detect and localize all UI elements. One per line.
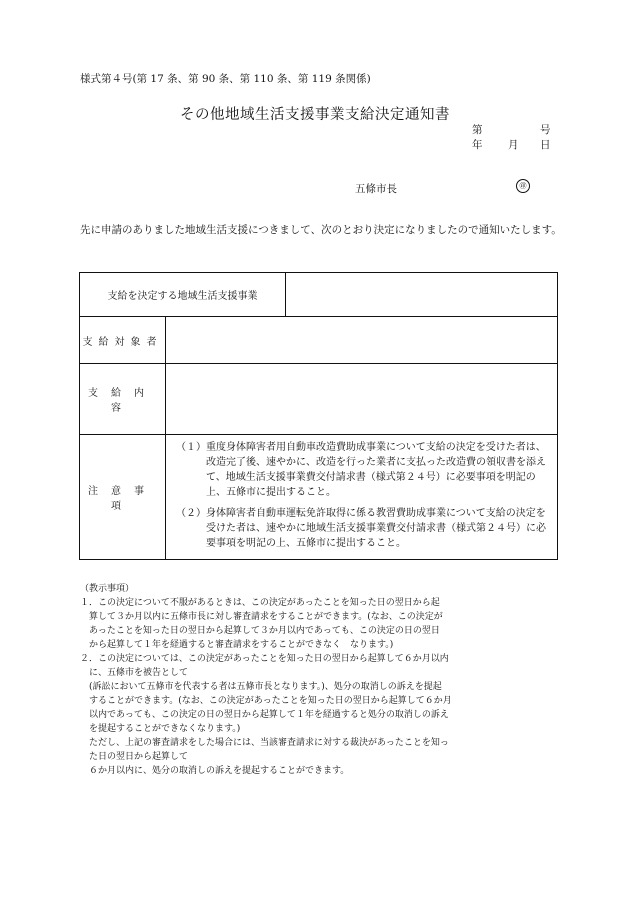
- date-day: 日: [540, 139, 551, 151]
- project-value: [286, 273, 558, 317]
- note-number: （１）: [176, 442, 206, 453]
- content-value: [166, 364, 558, 435]
- instruction-line: することができます。(なお、この決定があったことを知った日の翌日から起算して６か月: [80, 696, 452, 706]
- instruction-line: ６か月以内に、処分の取消しの訴えを提起することができます。: [80, 766, 350, 776]
- issuer-name: 五條市長: [355, 183, 397, 195]
- note-item: [176, 506, 549, 551]
- content-label: 支給内容: [80, 364, 166, 435]
- instruction-line: から起算して１年を経過すると審査請求をすることができなく なります。): [80, 640, 394, 650]
- instructions: [80, 582, 550, 778]
- recipient-label: 支給対象者: [80, 317, 166, 364]
- form-number: 様式第４号(第 17 条、第 90 条、第 110 条、第 119 条関係): [80, 73, 371, 85]
- document-date: [472, 137, 551, 152]
- instruction-line: ただし、上記の審査請求をした場合には、当該審査請求に対する裁決があったことを知っ: [80, 738, 449, 748]
- intro-text: 先に申請のありました地域生活支援につきまして、次のとおり決定になりましたので通知いたします。: [80, 224, 562, 236]
- table-row: [80, 364, 558, 435]
- project-label: 支給を決定する地域生活支援事業: [80, 273, 286, 317]
- instruction-line: 以内であっても、この決定の日の翌日から起算して１年を経過すると処分の取消しの訴え: [80, 710, 449, 720]
- instructions-heading: （教示事項）: [80, 584, 135, 594]
- doc-no-suffix: 号: [540, 124, 551, 136]
- note-text: 身体障害者自動車運転免許取得に係る教習費助成事業について支給の決定を受けた者は、速やかに地域生活支援事業費交付請求書（様式第２４号）に必要事項を明記の上、五條市に提出すること。: [206, 508, 546, 549]
- instruction-line: を提起することができなくなります。): [80, 724, 241, 734]
- date-month: 月: [508, 139, 519, 151]
- table-row: [80, 273, 558, 317]
- notes-cell: [166, 435, 558, 560]
- instruction-line: に、五條市を被告として: [80, 668, 189, 678]
- note-item: [176, 440, 549, 500]
- table-row: [80, 435, 558, 560]
- instruction-line: (訴訟において五條市を代表する者は五條市長となります。)、処分の取消しの訴えを提起: [80, 682, 442, 692]
- decision-table: [79, 272, 558, 560]
- notes-label: 注意事項: [80, 435, 166, 560]
- instruction-line: 算して３か月以内に五條市長に対し審査請求をすることができます。(なお、この決定が: [80, 612, 443, 622]
- doc-no-prefix: 第: [472, 124, 483, 136]
- instruction-line: ２．この決定については、この決定があったことを知った日の翌日から起算して６か月以内: [80, 654, 449, 664]
- instruction-line: た日の翌日から起算して: [80, 752, 189, 762]
- instruction-line: １．この決定について不服があるときは、この決定があったことを知った日の翌日から起: [80, 598, 440, 608]
- table-row: [80, 317, 558, 364]
- seal-icon: ㊞: [516, 179, 530, 193]
- recipient-value: [166, 317, 558, 364]
- note-number: （２）: [176, 508, 206, 519]
- document-title: その他地域生活支援事業支給決定通知書: [180, 107, 450, 123]
- document-number: [472, 122, 551, 137]
- note-text: 重度身体障害者用自動車改造費助成事業について支給の決定を受けた者は、改造完了後、速やかに、改造を行った業者に支払った改造費の領収書を添えて、地域生活支援事業費交付請求書（様式第２４号）に必要事項を明記の上、五條市に提出すること。: [206, 442, 546, 498]
- instruction-line: あったことを知った日の翌日から起算して３か月以内であっても、この決定の日の翌日: [80, 626, 440, 636]
- date-year: 年: [472, 139, 483, 151]
